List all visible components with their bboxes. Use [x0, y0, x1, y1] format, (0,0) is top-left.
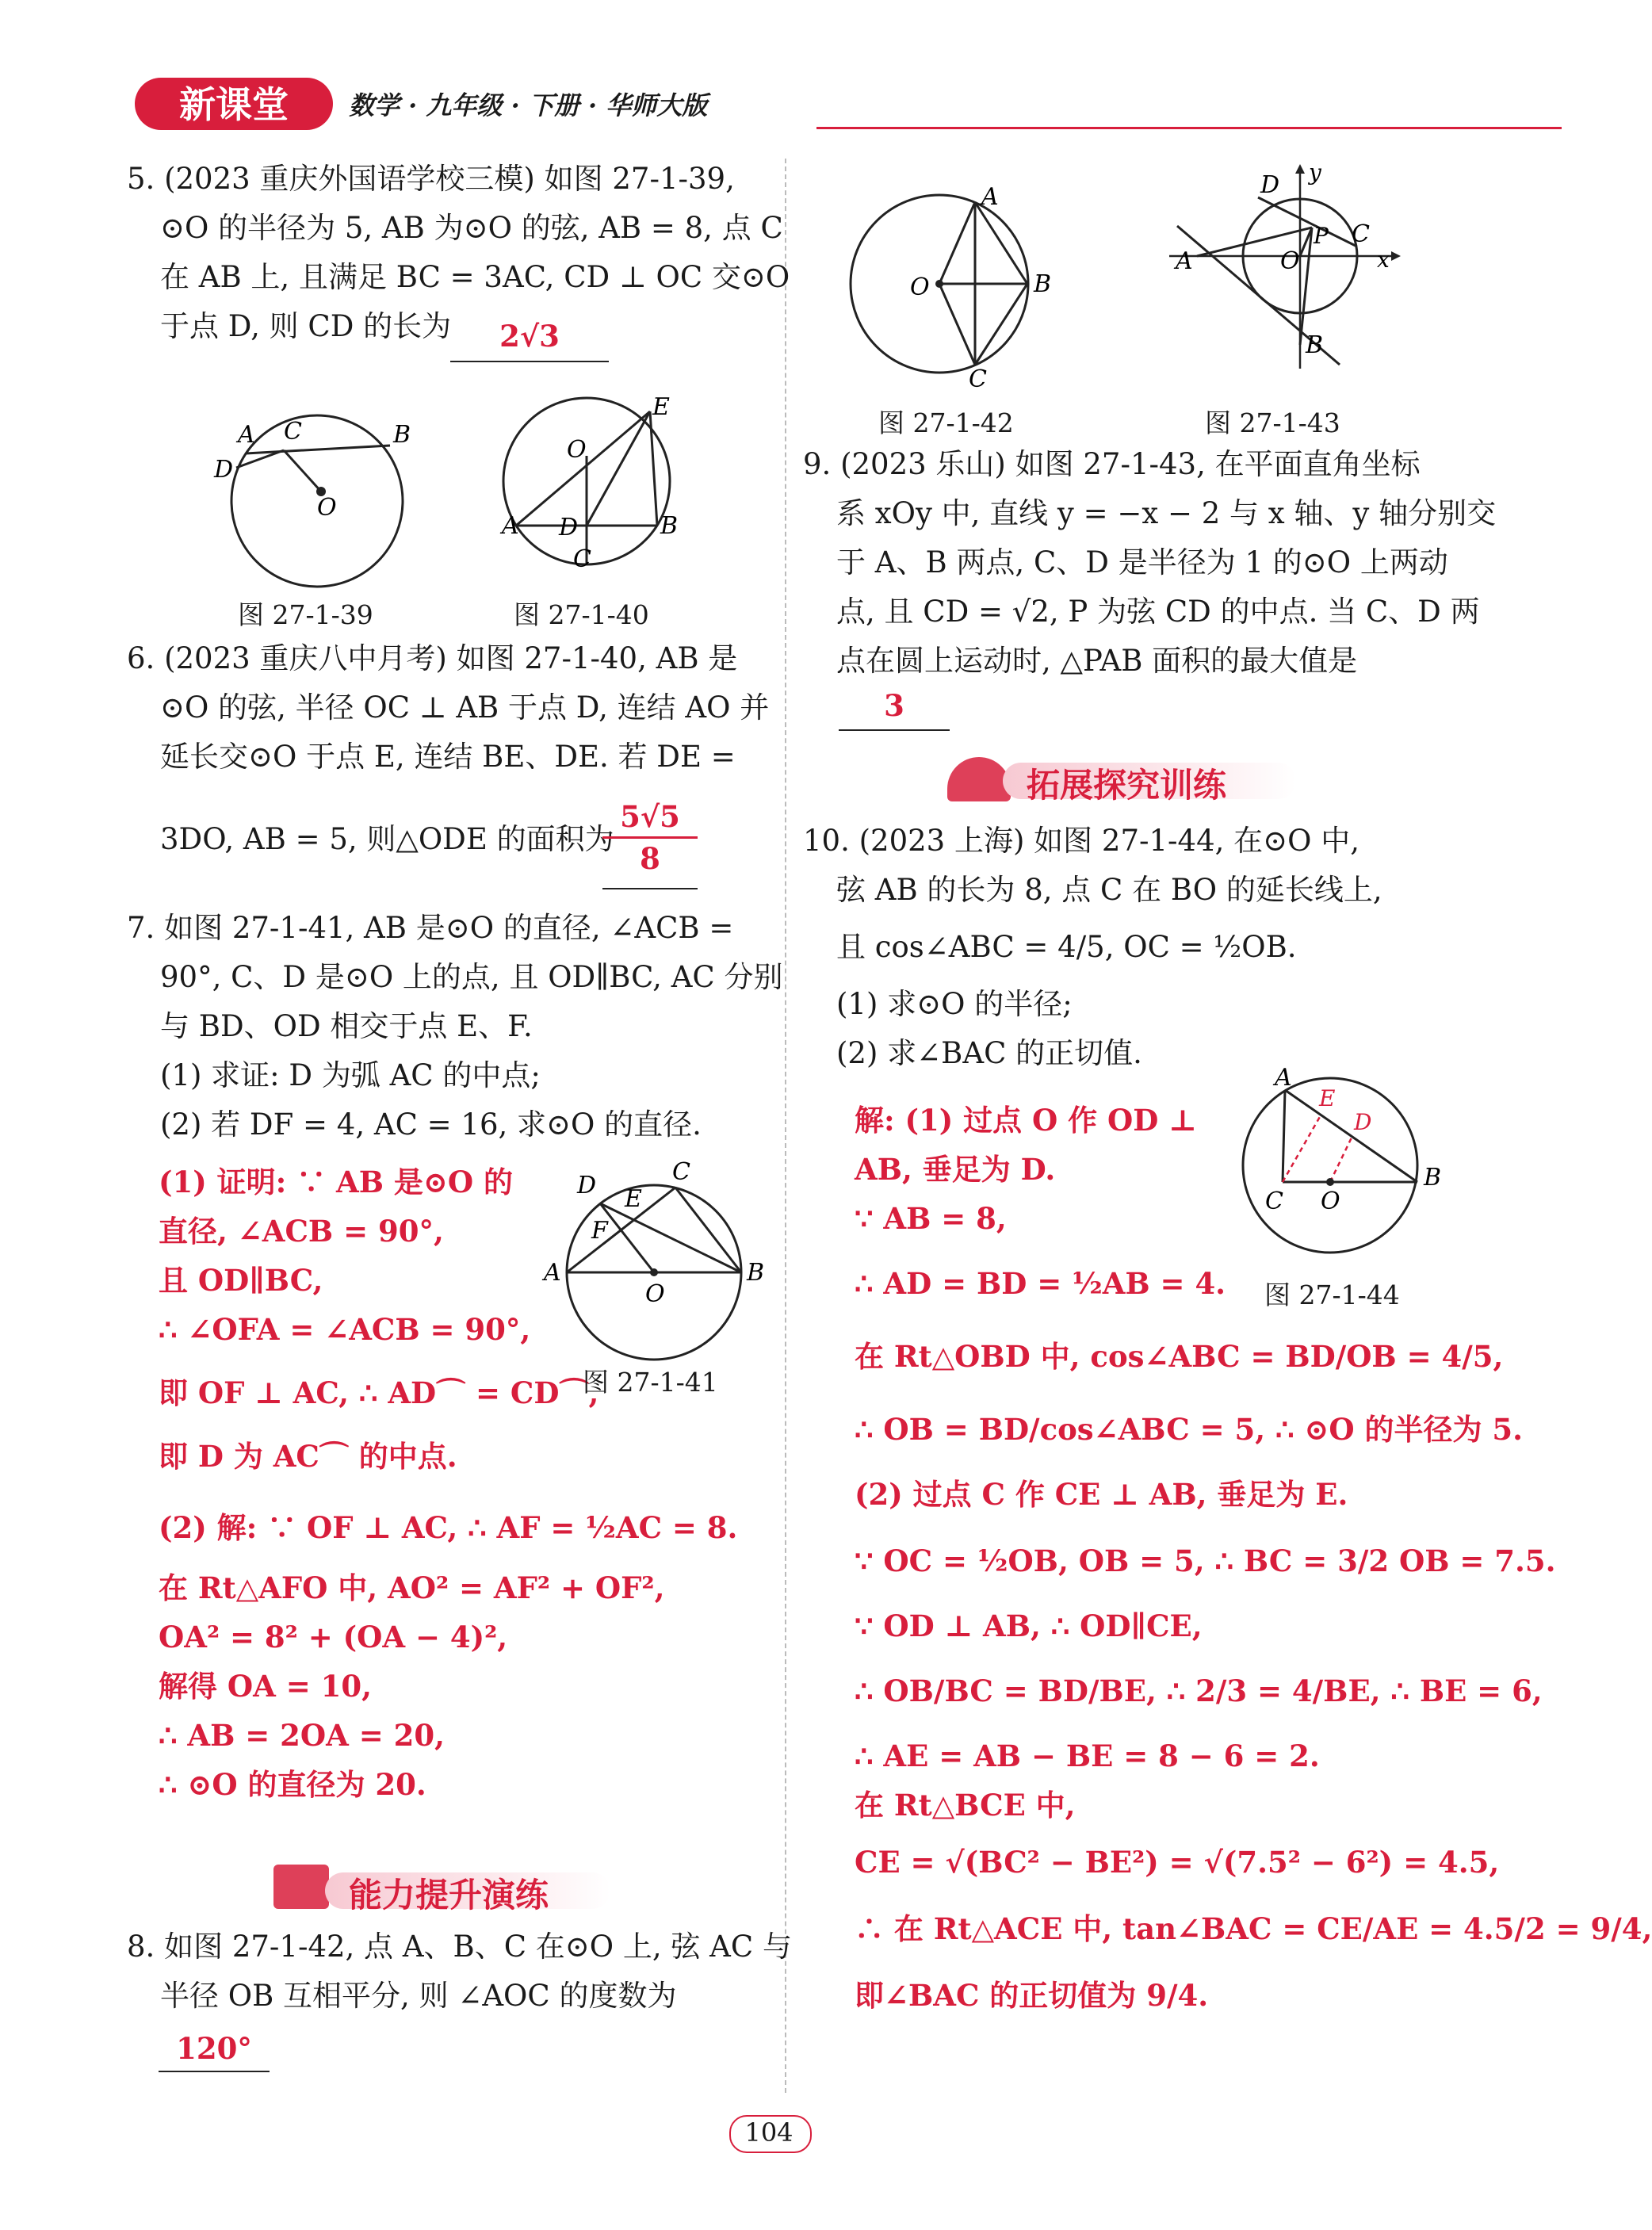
fig44-label: C: [1265, 1188, 1283, 1215]
figure-27-1-39: [214, 404, 420, 595]
q5-line: ⊙O 的半径为 5, AB 为⊙O 的弦, AB = 8, 点 C: [160, 211, 783, 245]
q10-sol-line: ∴ OB = BD/cos∠ABC = 5, ∴ ⊙O 的半径为 5.: [855, 1412, 1524, 1447]
section-ability-icon: [273, 1865, 329, 1909]
q7-line: 90°, C、D 是⊙O 上的点, 且 OD∥BC, AC 分别: [160, 960, 783, 994]
column-divider: [785, 159, 786, 2093]
fig42-label: O: [910, 273, 930, 301]
fig43-pb: [1300, 228, 1312, 345]
q7-line: (2) 若 DF = 4, AC = 16, 求⊙O 的直径.: [160, 1107, 702, 1142]
fig44-caption: 图 27-1-44: [1264, 1279, 1400, 1310]
question-9: [803, 440, 1497, 686]
fig43-label: A: [1176, 247, 1193, 275]
fig40-caption: 图 27-1-40: [514, 599, 649, 630]
q9-line: 点, 且 CD = √2, P 为弦 CD 的中点. 当 C、D 两: [836, 595, 1480, 629]
q7-sol-line: ∴ ∠OFA = ∠ACB = 90°,: [159, 1312, 531, 1347]
q6-line: 延长交⊙O 于点 E, 连结 BE、DE. 若 DE =: [160, 740, 736, 774]
figure-27-1-43: [1161, 159, 1415, 377]
fig42-oc: [939, 284, 975, 365]
fig41-label: D: [577, 1172, 597, 1199]
fig41-label: B: [747, 1259, 765, 1287]
fig44-ac: [1283, 1090, 1285, 1182]
q6-answer: [602, 797, 698, 878]
q7-sol-line: 即 D 为 AC⌒ 的中点.: [159, 1439, 457, 1474]
question-8: [127, 1922, 792, 2021]
q10-sol-line: ∴ OB/BC = BD/BE, ∴ 2/3 = 4/BE, ∴ BE = 6,: [855, 1673, 1543, 1708]
fig43-label: B: [1306, 331, 1324, 359]
q8-line: 8. 如图 27-1-42, 点 A、B、C 在⊙O 上, 弦 AC 与: [127, 1930, 792, 1964]
q10-line: 弦 AB 的长为 8, 点 C 在 BO 的延长线上,: [836, 873, 1382, 907]
question-7: [127, 904, 783, 1149]
fig42-label: B: [1034, 270, 1052, 298]
q8-answer: 120°: [176, 2031, 252, 2066]
header-subtitle: 数学 · 九年级 · 下册 · 华师大版: [349, 90, 708, 120]
q9-blank: [839, 729, 950, 731]
fig41-label: C: [672, 1158, 690, 1186]
fig40-be: [650, 411, 657, 526]
fig44-label: E: [1319, 1085, 1336, 1111]
fig43-label: x: [1377, 247, 1390, 273]
q5-blank: [450, 361, 609, 362]
fig39-label: O: [317, 494, 337, 522]
fig41-label: F: [591, 1217, 608, 1245]
q7-sol-line: 直径, ∠ACB = 90°,: [159, 1214, 444, 1249]
fig44-ce: [1283, 1115, 1321, 1182]
q6-line: 3DO, AB = 5, 则△ODE 的面积为: [160, 822, 614, 856]
q7-sol-line: 解得 OA = 10,: [159, 1669, 372, 1704]
q9-answer: 3: [884, 688, 904, 723]
fig40-label: D: [559, 514, 579, 541]
fig40-label: O: [567, 436, 587, 464]
q6-line: ⊙O 的弦, 半径 OC ⊥ AB 于点 D, 连结 AO 并: [160, 690, 770, 725]
section-ability-title: 能力提升演练: [349, 1876, 549, 1914]
header: [119, 71, 1443, 143]
q10-sol-line: AB, 垂足为 D.: [855, 1152, 1056, 1187]
q7-line: 与 BD、OD 相交于点 E、F.: [160, 1009, 533, 1043]
fig43-x-arrow: [1391, 251, 1401, 261]
q10-sol-line: (2) 过点 C 作 CE ⊥ AB, 垂足为 E.: [855, 1477, 1348, 1512]
q10-sol-line: ∵ OD ⊥ AB, ∴ OD∥CE,: [855, 1608, 1203, 1643]
q10-sol-line: 解: (1) 过点 O 作 OD ⊥: [855, 1103, 1197, 1138]
q7-sol-line: 即 OF ⊥ AC, ∴ AD⌒ = CD⌒,: [159, 1375, 599, 1410]
q10-sol-line: ∴ 在 Rt△ACE 中, tan∠BAC = CE/AE = 4.5/2 = 9/4,: [855, 1911, 1652, 1946]
q7-sol-line: (2) 解: ∵ OF ⊥ AC, ∴ AF = ½AC = 8.: [159, 1510, 738, 1545]
fig42-oa: [939, 202, 975, 284]
fig42-center-dot: [935, 280, 943, 288]
q10-sol-line: ∴ AE = AB − BE = 8 − 6 = 2.: [855, 1738, 1320, 1773]
q10-sol-line: 即∠BAC 的正切值为 9/4.: [855, 1978, 1209, 2013]
fig40-ae: [516, 411, 650, 526]
q10-line: (2) 求∠BAC 的正切值.: [836, 1036, 1142, 1070]
fig44-label: O: [1321, 1188, 1340, 1215]
q7-sol-line: 且 OD∥BC,: [159, 1263, 323, 1298]
header-rule: [816, 127, 1562, 129]
q10-line: 10. (2023 上海) 如图 27-1-44, 在⊙O 中,: [803, 824, 1360, 858]
q7-line: 7. 如图 27-1-41, AB 是⊙O 的直径, ∠ACB =: [127, 911, 734, 945]
fig40-label: C: [573, 545, 591, 573]
q5-line: 在 AB 上, 且满足 BC = 3AC, CD ⊥ OC 交⊙O: [160, 260, 790, 294]
fig40-label: E: [652, 393, 670, 421]
q8-line: 半径 OB 互相平分, 则 ∠AOC 的度数为: [160, 1979, 677, 2013]
fig43-label: y: [1309, 159, 1321, 186]
q7-sol-line: (1) 证明: ∵ AB 是⊙O 的: [159, 1165, 514, 1199]
q9-line: 点在圆上运动时, △PAB 面积的最大值是: [836, 644, 1358, 678]
fig39-label: C: [284, 418, 302, 446]
section-explore-title: 拓展探究训练: [1027, 766, 1227, 805]
fig43-label: O: [1280, 247, 1300, 275]
q7-line: (1) 求证: D 为弧 AC 的中点;: [160, 1058, 541, 1092]
fig40-label: B: [660, 512, 679, 540]
fig41-center-dot: [650, 1268, 658, 1276]
q7-sol-line: ∴ ⊙O 的直径为 20.: [159, 1767, 426, 1802]
q10-sol-line: 在 Rt△OBD 中, cos∠ABC = BD/OB = 4/5,: [855, 1339, 1504, 1374]
fig39-chord-ab: [246, 446, 390, 453]
figure-27-1-40: [495, 392, 686, 583]
figure-27-1-41: [539, 1157, 769, 1356]
fig40-de: [587, 411, 650, 526]
q6-answer-numerator: 5√5: [602, 797, 698, 839]
fig41-label: A: [544, 1259, 561, 1287]
q9-line: 系 xOy 中, 直线 y = −x − 2 与 x 轴、y 轴分别交: [836, 496, 1497, 530]
q10-sol-line: CE = √(BC² − BE²) = √(7.5² − 6²) = 4.5,: [855, 1845, 1500, 1880]
q6-line: 6. (2023 重庆八中月考) 如图 27-1-40, AB 是: [127, 641, 738, 675]
header-logo: 新课堂: [179, 83, 289, 126]
fig44-label: B: [1424, 1164, 1442, 1192]
q10-sol-line: ∵ OC = ½OB, OB = 5, ∴ BC = 3/2 OB = 7.5.: [855, 1543, 1556, 1578]
fig41-od: [600, 1203, 654, 1272]
fig39-label: B: [393, 421, 411, 449]
q5-line: 5. (2023 重庆外国语学校三模) 如图 27-1-39,: [127, 162, 735, 196]
fig44-label: A: [1275, 1064, 1292, 1092]
question-10: [803, 817, 1453, 1078]
fig43-label: C: [1352, 220, 1370, 248]
q8-blank: [159, 2071, 270, 2072]
fig44-center-dot: [1326, 1178, 1334, 1186]
q6-answer-denominator: 8: [640, 841, 660, 876]
fig39-label: A: [238, 421, 255, 449]
figure-27-1-42: [840, 182, 1062, 393]
q7-sol-line: ∴ AB = 2OA = 20,: [159, 1718, 445, 1753]
fig44-od: [1330, 1136, 1352, 1182]
q10-sol-line: 在 Rt△BCE 中,: [855, 1788, 1076, 1823]
section-explore-icon: [947, 757, 1011, 801]
fig42-label: A: [981, 183, 999, 211]
fig44-label: D: [1354, 1109, 1372, 1135]
fig39-label: D: [214, 456, 234, 484]
question-5: [127, 155, 790, 351]
q10-line: (1) 求⊙O 的半径;: [836, 987, 1073, 1021]
q5-line: 于点 D, 则 CD 的长为: [160, 309, 452, 343]
fig39-oc: [284, 450, 321, 492]
fig43-caption: 图 27-1-43: [1205, 407, 1340, 438]
fig41-caption: 图 27-1-41: [583, 1367, 718, 1398]
fig43-y-arrow: [1295, 164, 1305, 174]
fig42-caption: 图 27-1-42: [878, 407, 1014, 438]
q10-line: 且 cos∠ABC = 4/5, OC = ½OB.: [836, 930, 1297, 964]
q7-sol-line: 在 Rt△AFO 中, AO² = AF² + OF²,: [159, 1570, 665, 1605]
q10-sol-line: ∵ AB = 8,: [855, 1201, 1007, 1236]
fig40-label: A: [502, 512, 519, 540]
q5-answer: 2√3: [499, 319, 560, 354]
q6-blank: [602, 888, 698, 889]
fig41-label: E: [625, 1185, 642, 1213]
figure-27-1-44: [1227, 1066, 1457, 1264]
fig44-ab: [1285, 1090, 1417, 1182]
page-number: 104: [744, 2117, 793, 2148]
fig43-label: P: [1314, 223, 1329, 249]
fig42-label: C: [969, 365, 987, 393]
q10-sol-line: ∴ AD = BD = ½AB = 4.: [855, 1266, 1226, 1301]
q9-line: 9. (2023 乐山) 如图 27-1-43, 在平面直角坐标: [803, 447, 1421, 481]
q9-line: 于 A、B 两点, C、D 是半径为 1 的⊙O 上两动: [836, 545, 1448, 579]
q7-sol-line: OA² = 8² + (OA − 4)²,: [159, 1620, 508, 1654]
fig39-caption: 图 27-1-39: [238, 599, 373, 630]
fig41-label: O: [645, 1280, 665, 1308]
fig43-label: D: [1260, 171, 1280, 199]
